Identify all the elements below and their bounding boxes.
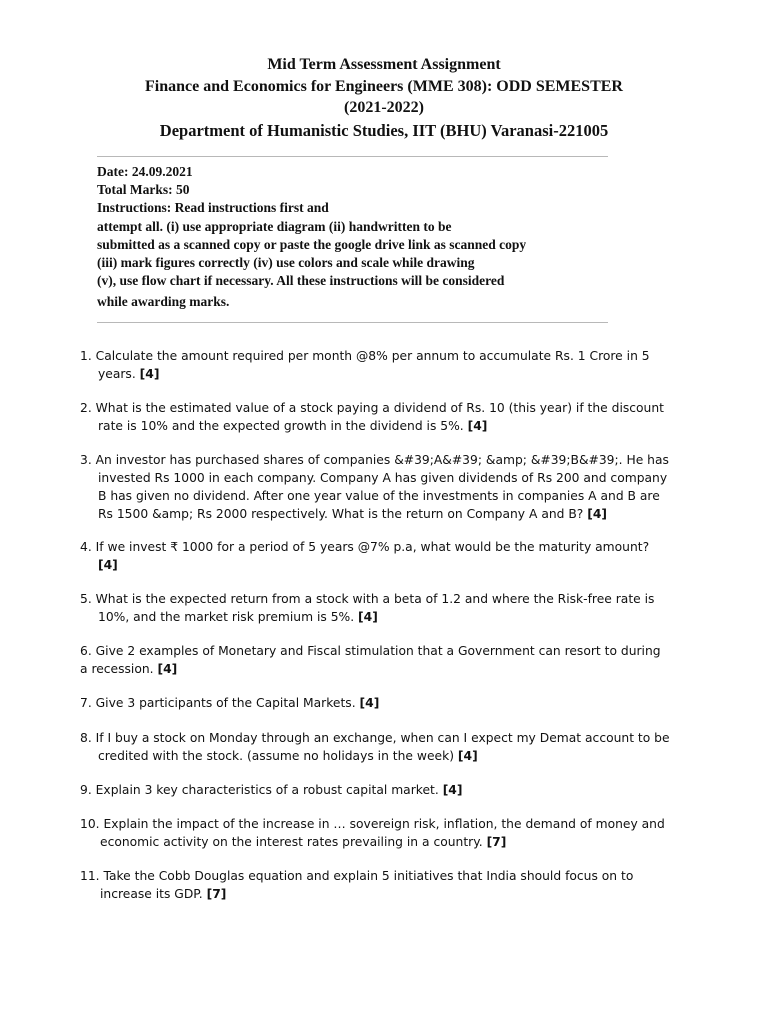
marks-label: [4] <box>98 558 118 572</box>
question-1 <box>80 347 680 383</box>
marks-label: [7] <box>206 887 227 901</box>
total-marks-text: Total Marks: 50 <box>97 182 190 197</box>
instructions-line: (v), use flow chart if necessary. All these instructions will be considered <box>97 273 505 288</box>
question-line: Rs 1500 &amp; Rs 2000 respectively. What is the return on Company A and B? <box>98 507 584 521</box>
question-line: 5. What is the expected return from a stock with a beta of 1.2 and where the Risk-free rate is <box>80 592 655 606</box>
question-10 <box>80 815 680 851</box>
top-divider <box>97 156 608 157</box>
question-line: increase its GDP. <box>100 887 203 901</box>
marks-label: [4] <box>587 507 608 521</box>
question-line: 10. Explain the impact of the increase in … sovereign risk, inflation, the demand of money and <box>80 817 665 831</box>
marks-label: [4] <box>157 662 178 676</box>
question-11 <box>80 867 680 903</box>
question-line: 1. Calculate the amount required per month @8% per annum to accumulate Rs. 1 Crore in 5 <box>80 349 650 363</box>
bottom-divider <box>97 322 608 323</box>
marks-label: [4] <box>358 610 378 624</box>
question-5 <box>80 590 680 626</box>
question-line: 3. An investor has purchased shares of companies &#39;A&#39; &amp; &#39;B&#39;. He has <box>80 453 669 467</box>
marks-label: [4] <box>139 367 160 381</box>
question-line: credited with the stock. (assume no holidays in the week) <box>98 749 454 763</box>
question-2 <box>80 399 680 435</box>
question-line: rate is 10% and the expected growth in the dividend is 5%. <box>98 419 464 433</box>
question-9 <box>80 781 680 799</box>
instructions-line: Instructions: Read instructions first and <box>97 200 329 215</box>
marks-label: [4] <box>457 749 478 763</box>
question-7 <box>80 694 680 712</box>
instructions-line: while awarding marks. <box>97 294 230 309</box>
question-line: B has given no dividend. After one year value of the investments in companies A and B are <box>98 489 660 503</box>
course-title: Finance and Economics for Engineers (MME 308): ODD SEMESTER <box>145 78 623 95</box>
marks-label: [4] <box>359 696 380 710</box>
question-line: economic activity on the interest rates prevailing in a country. <box>100 835 483 849</box>
instructions-line: submitted as a scanned copy or paste the google drive link as scanned copy <box>97 237 527 252</box>
question-4 <box>80 538 680 574</box>
question-line: 2. What is the estimated value of a stock paying a dividend of Rs. 10 (this year) if the discount <box>80 401 664 415</box>
session-year: (2021-2022) <box>344 99 424 116</box>
document-title: Mid Term Assessment Assignment <box>267 56 501 73</box>
question-8 <box>80 729 680 765</box>
question-line: 7. Give 3 participants of the Capital Markets. <box>80 696 356 710</box>
marks-label: [4] <box>467 419 488 433</box>
question-6 <box>80 642 680 678</box>
question-line: 8. If I buy a stock on Monday through an exchange, when can I expect my Demat account to be <box>80 731 670 745</box>
instructions-line: attempt all. (i) use appropriate diagram (ii) handwritten to be <box>97 219 452 234</box>
instructions-line: (iii) mark figures correctly (iv) use colors and scale while drawing <box>97 255 475 270</box>
department-name: Department of Humanistic Studies, IIT (BHU) Varanasi-221005 <box>159 121 609 140</box>
question-line: 9. Explain 3 key characteristics of a robust capital market. <box>80 783 439 797</box>
date-text: Date: 24.09.2021 <box>97 164 193 179</box>
question-3 <box>80 451 680 523</box>
marks-label: [4] <box>442 783 463 797</box>
question-line: 4. If we invest ₹ 1000 for a period of 5 years @7% p.a, what would be the maturity amount? <box>80 540 650 554</box>
question-line: invested Rs 1000 in each company. Company A has given dividends of Rs 200 and company <box>98 471 668 485</box>
question-line: a recession. <box>80 662 154 676</box>
marks-label: [7] <box>486 835 507 849</box>
question-line: 6. Give 2 examples of Monetary and Fiscal stimulation that a Government can resort to during <box>80 644 661 658</box>
question-line: years. <box>98 367 136 381</box>
question-line: 11. Take the Cobb Douglas equation and explain 5 initiatives that India should focus on to <box>80 869 634 883</box>
question-line: 10%, and the market risk premium is 5%. <box>98 610 355 624</box>
